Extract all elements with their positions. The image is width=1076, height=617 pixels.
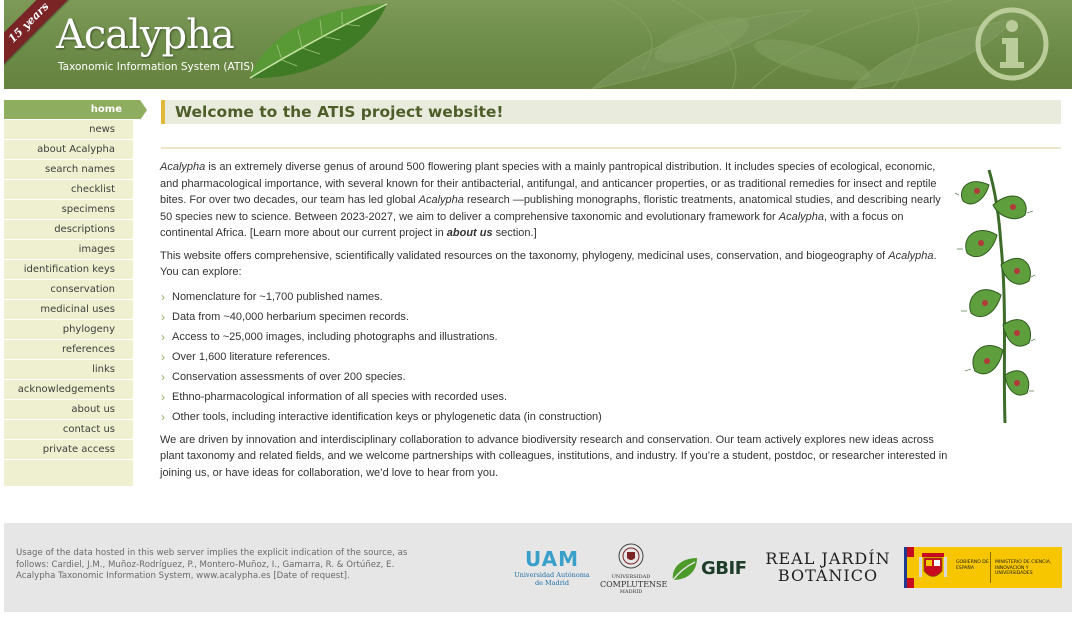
- site-header: [4, 0, 1072, 89]
- leaf-icon: [242, 0, 392, 86]
- sidebar-item-images[interactable]: images: [4, 240, 133, 260]
- sidebar-item-contact-us[interactable]: contact us: [4, 420, 133, 440]
- intro-paragraph: Acalypha is an extremely diverse genus of around 500 flowering plant species with a mainly pantropical distribution. It includes species of ecological, economic, and pharmacological importance, with several known for their antibacterial, antifungal, and anticancer properties, or as traditional remedies for insect and reptile bites. For over two decades, our team has led global Acalypha research —publishing monographs, floristic treatments, anatomical studies, and describing nearly 50 species new to science. Between 2023-2027, we aim to deliver a comprehensive taxonomic and evolutionary framework for Acalypha, with a focus on continental Africa. [Learn more about our current project in about us section.]: [160, 161, 941, 239]
- plant-illustration-icon: [955, 165, 1035, 423]
- feature-item: › Over 1,600 literature references.: [160, 347, 956, 367]
- about-us-link[interactable]: about us: [446, 227, 493, 239]
- offer-paragraph: This website offers comprehensive, scientifically validated resources on the taxonomy, phylogeny, medicinal uses, conservation, and biogeography of Acalypha. You can explore:: [160, 249, 937, 278]
- rjb-logo[interactable]: REAL JARDÍN BOTÁNICO: [765, 549, 891, 585]
- sidebar-item-about-acalypha[interactable]: about Acalypha: [4, 140, 133, 160]
- ucm-seal-icon: [618, 543, 644, 569]
- feature-item: › Data from ~40,000 herbarium specimen records.: [160, 307, 956, 327]
- page-title: Welcome to the ATIS project website!: [175, 103, 504, 121]
- eu-stripe: [904, 547, 907, 588]
- site-title[interactable]: Acalypha: [56, 12, 234, 58]
- sidebar-item-search-names[interactable]: search names: [4, 160, 133, 180]
- ucm-logo[interactable]: UNIVERSIDAD COMPLUTENSE MADRID: [600, 543, 662, 595]
- feature-item: › Access to ~25,000 images, including photographs and illustrations.: [160, 327, 956, 347]
- info-icon[interactable]: [974, 6, 1050, 82]
- uam-logo[interactable]: UAM Universidad Autónoma de Madrid: [514, 547, 590, 587]
- anniversary-ribbon: 15 years: [4, 0, 76, 70]
- sidebar-item-medicinal-uses[interactable]: medicinal uses: [4, 300, 133, 320]
- feature-item: › Other tools, including interactive identification keys or phylogenetic data (in construction): [160, 407, 956, 427]
- citation-note: Usage of the data hosted in this web server implies the explicit indication of the source, as follows: Cardiel, J.M., Muñoz-Rodríguez, P., Montero-Muñoz, I., Gamarra, R. & Ortúñez, E. Acalypha Taxonomic Information System, www.acalypha.es [Date of request].: [16, 548, 408, 581]
- gbif-leaf-icon: [669, 554, 701, 584]
- logo-separator: [990, 552, 991, 583]
- sidebar-item-about-us[interactable]: about us: [4, 400, 133, 420]
- feature-list: [160, 287, 956, 427]
- divider: [161, 147, 1061, 149]
- sidebar-item-private-access[interactable]: private access: [4, 440, 133, 460]
- sidebar-item-checklist[interactable]: checklist: [4, 180, 133, 200]
- sidebar-item-specimens[interactable]: specimens: [4, 200, 133, 220]
- coat-of-arms-icon: [918, 551, 948, 584]
- sidebar-item-identification-keys[interactable]: identification keys: [4, 260, 133, 280]
- feature-item: › Conservation assessments of over 200 species.: [160, 367, 956, 387]
- sidebar-item-news[interactable]: news: [4, 120, 133, 140]
- main-content: [160, 159, 956, 487]
- sidebar-item-conservation[interactable]: conservation: [4, 280, 133, 300]
- feature-item: › Ethno-pharmacological information of all species with recorded uses.: [160, 387, 956, 407]
- sidebar-item-home[interactable]: home: [4, 100, 140, 120]
- sidebar-item-references[interactable]: references: [4, 340, 133, 360]
- sidebar-item-acknowledgements[interactable]: acknowledgements: [4, 380, 133, 400]
- sidebar-item-links[interactable]: links: [4, 360, 133, 380]
- feature-item: › Nomenclature for ~1,700 published names.: [160, 287, 956, 307]
- welcome-bar: [161, 100, 1061, 124]
- gbif-logo[interactable]: GBIF: [669, 554, 749, 584]
- sidebar-item-phylogeny[interactable]: phylogeny: [4, 320, 133, 340]
- site-footer: [4, 523, 1072, 612]
- closing-paragraph: We are driven by innovation and interdisciplinary collaboration to advance biodiversity research and conservation. Our team actively explores new ideas across plant taxonomy and related fields, and we welcome partnerships with colleagues, institutions, and industry. If you’re a student, postdoc, or researcher interested in joining us, or have ideas for collaboration, we’d love to hear from you.: [160, 433, 948, 479]
- sidebar-nav: [4, 100, 133, 486]
- sidebar-item-descriptions[interactable]: descriptions: [4, 220, 133, 240]
- site-subtitle: Taxonomic Information System (ATIS): [58, 61, 255, 73]
- spain-ministry-logo[interactable]: GOBIERNO DE ESPAÑA MINISTERIO DE CIENCIA, INNOVACIÓN Y UNIVERSIDADES: [904, 547, 1062, 588]
